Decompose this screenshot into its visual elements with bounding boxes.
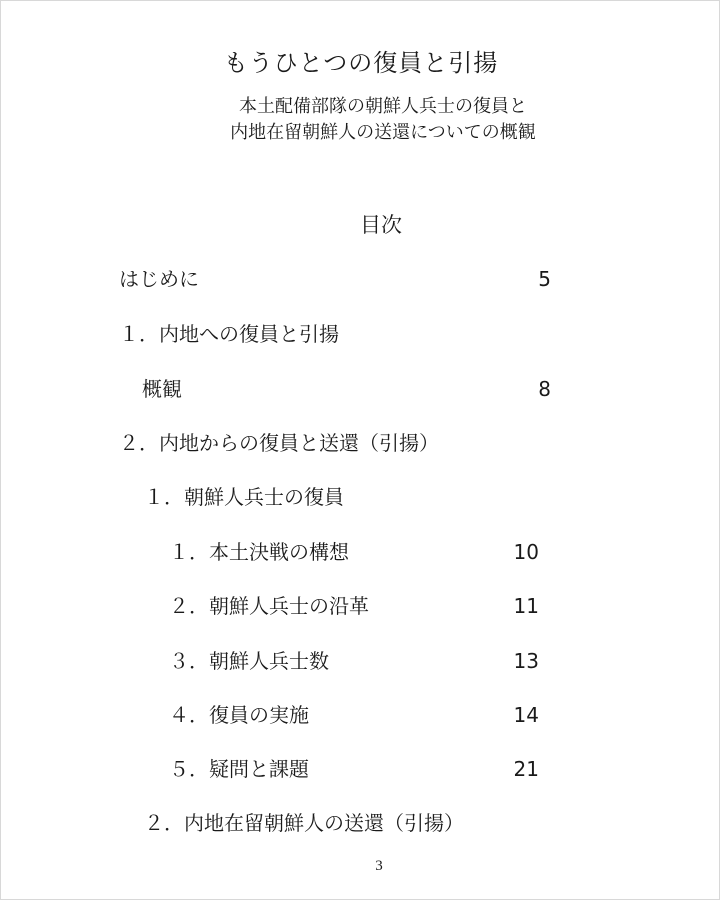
toc-entry-subsection-2 <box>169 591 549 621</box>
toc-entry-page: 11 <box>513 594 539 618</box>
document-subtitle-line-1: 本土配備部隊の朝鮮人兵士の復員と <box>239 96 527 117</box>
toc-entry-page: 13 <box>513 649 539 673</box>
toc-heading: 目次 <box>360 213 402 237</box>
document-title: もうひとつの復員と引揚 <box>223 49 499 77</box>
toc-entry-chapter-1 <box>119 319 559 349</box>
toc-entry-page: 8 <box>538 377 551 401</box>
toc-entry-section-2-1 <box>144 482 559 512</box>
toc-entry-label: ４．復員の実施 <box>169 703 309 727</box>
toc-entry-label: はじめに <box>119 267 199 291</box>
toc-entry-page: 5 <box>538 267 551 291</box>
toc-entry-subsection-3 <box>169 646 549 676</box>
toc-entry-introduction <box>119 264 559 294</box>
toc-entry-subsection-1 <box>169 537 549 567</box>
toc-entry-label: ５．疑問と課題 <box>169 757 309 781</box>
toc-entry-label: ２．内地在留朝鮮人の送還（引揚） <box>144 811 464 835</box>
toc-entry-label: １．本土決戦の構想 <box>169 540 349 564</box>
toc-entry-subsection-5 <box>169 754 549 784</box>
toc-entry-section-2-2 <box>144 808 559 838</box>
toc-entry-subsection-4 <box>169 700 549 730</box>
toc-entry-chapter-2 <box>119 428 559 458</box>
toc-entry-label: 概観 <box>142 377 182 401</box>
toc-entry-label: １．朝鮮人兵士の復員 <box>144 485 344 509</box>
toc-entry-label: ２．朝鮮人兵士の沿革 <box>169 594 369 618</box>
toc-entry-page: 21 <box>513 757 539 781</box>
toc-entry-label: ３．朝鮮人兵士数 <box>169 649 329 673</box>
document-subtitle-line-2: 内地在留朝鮮人の送還についての概観 <box>230 122 536 143</box>
toc-entry-page: 14 <box>513 703 539 727</box>
toc-entry-label: １．内地への復員と引揚 <box>119 322 339 346</box>
toc-entry-overview <box>142 374 559 404</box>
page-number: 3 <box>375 858 383 874</box>
toc-entry-label: ２．内地からの復員と送還（引揚） <box>119 431 439 455</box>
toc-entry-page: 10 <box>513 540 539 564</box>
